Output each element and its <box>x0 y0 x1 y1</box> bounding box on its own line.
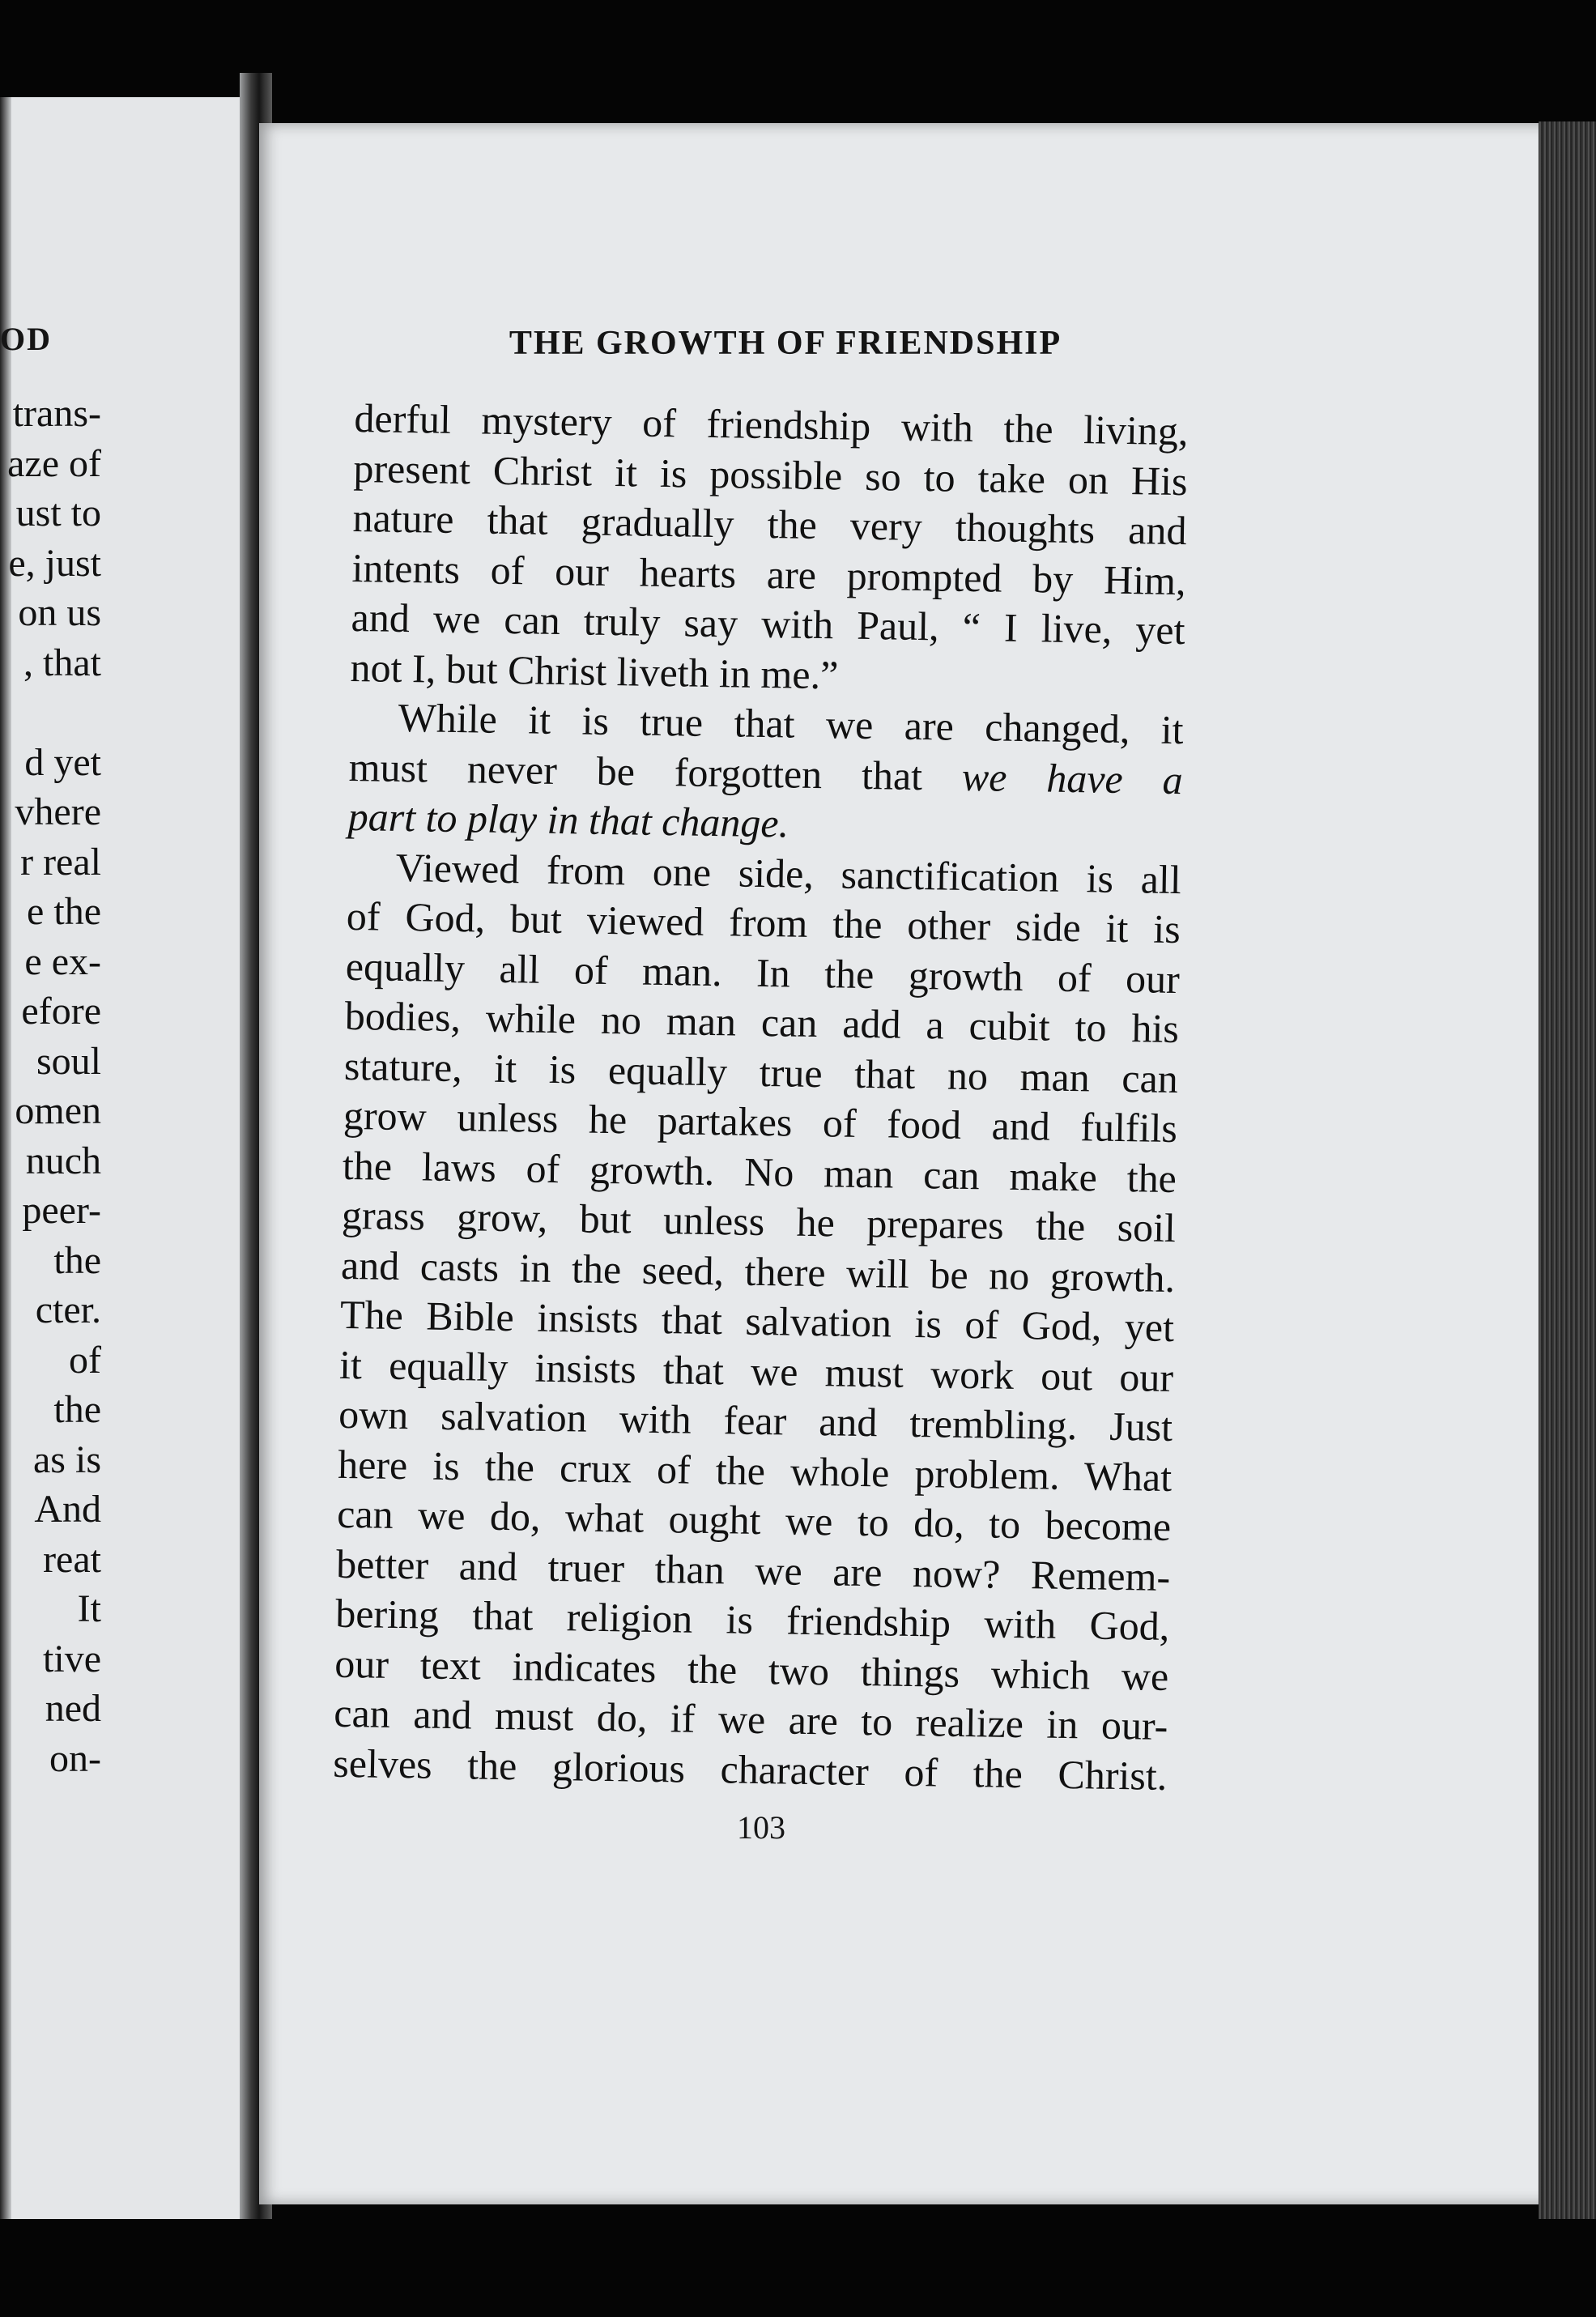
page-number: 103 <box>737 1809 785 1846</box>
left-text-fragment: e the <box>27 890 101 933</box>
scan-border-bottom <box>0 2219 1596 2317</box>
text-line: here is the crux of the whole problem. What <box>337 1441 1173 1500</box>
text-line: nature that gradually the very thoughts and <box>352 494 1187 554</box>
left-text-fragment: e, just <box>8 541 101 585</box>
text-line: own salvation with fear and trembling. Just <box>338 1391 1173 1450</box>
left-text-fragment <box>0 688 101 738</box>
page-edges <box>1539 121 1596 2308</box>
left-text-fragment: And <box>34 1488 101 1531</box>
text-line: our text indicates the two things which we <box>334 1640 1169 1699</box>
text-line-roman-part: must never be forgotten that <box>348 743 963 799</box>
left-text-fragment: on- <box>49 1736 101 1780</box>
running-head: THE GROWTH OF FRIENDSHIP <box>509 325 1062 362</box>
text-line: stature, it is equally true that no man can <box>343 1042 1179 1101</box>
text-line: While it is true that we are changed, it <box>398 694 1185 753</box>
text-line: The Bible insists that salvation is of God, yet <box>339 1291 1175 1351</box>
left-text-fragment: aze of <box>7 441 101 485</box>
left-text-fragment: d yet <box>24 740 101 784</box>
text-line: Viewed from one side, sanctification is all <box>395 844 1182 902</box>
left-text-fragment: , that <box>23 641 101 684</box>
text-line: the laws of growth. No man can make the <box>342 1142 1177 1201</box>
text-line: selves the glorious character of the Christ. <box>333 1740 1168 1799</box>
left-text-fragment: cter. <box>35 1288 101 1331</box>
left-text-fragment: of <box>69 1338 101 1382</box>
left-text-fragment: omen <box>15 1089 101 1132</box>
text-line: it equally insists that we must work out our <box>338 1341 1174 1400</box>
left-text-fragment: the <box>53 1388 101 1431</box>
text-line: grass grow, but unless he prepares the soil <box>341 1191 1177 1251</box>
left-text-fragment: ust to <box>15 492 101 535</box>
text-line: bodies, while no man can add a cubit to his <box>344 992 1180 1052</box>
text-line: bering that religion is friendship with God, <box>334 1590 1170 1649</box>
text-line: intents of our hearts are prompted by Him, <box>351 544 1186 603</box>
text-line: better and truer than we are now? Remem- <box>335 1540 1171 1599</box>
left-text-fragment: e ex- <box>24 939 101 983</box>
left-text-fragment: trans- <box>12 392 101 435</box>
left-text-fragment: reat <box>43 1537 101 1581</box>
left-text-fragment: as is <box>33 1437 101 1481</box>
body-text <box>333 394 1189 1801</box>
left-text-fragment: soul <box>36 1039 101 1083</box>
text-line-italic-part: we have a <box>961 753 1184 803</box>
left-text-fragment: nuch <box>25 1139 101 1182</box>
text-line: can we do, what ought we to do, to become <box>336 1490 1172 1550</box>
left-text-fragment: on us <box>18 591 101 634</box>
left-text-fragment: ned <box>45 1687 101 1730</box>
left-text-fragment: tive <box>43 1637 101 1680</box>
text-line: derful mystery of friendship with the living, <box>354 394 1189 454</box>
left-text-fragment: efore <box>21 990 101 1033</box>
text-line: can and must do, if we are to realize in our- <box>333 1689 1168 1748</box>
left-page-text-fragments <box>0 389 101 1783</box>
text-line: and casts in the seed, there will be no growth. <box>340 1242 1176 1301</box>
text-line: equally all of man. In the growth of our <box>345 943 1181 1002</box>
text-line: and we can truly say with Paul, “ I live, yet <box>351 594 1185 654</box>
text-line: not I, but Christ liveth in me.” <box>350 644 839 697</box>
text-line: of God, but viewed from the other side it is <box>346 892 1181 952</box>
text-line: grow unless he partakes of food and fulfils <box>343 1092 1178 1152</box>
left-text-fragment: vhere <box>15 790 101 833</box>
text-line-italic: part to play in that change. <box>347 793 789 846</box>
left-text-fragment: It <box>77 1587 101 1630</box>
left-running-head-fragment: OD <box>0 321 52 357</box>
left-text-fragment: r real <box>20 840 101 884</box>
left-text-fragment: peer- <box>22 1189 101 1232</box>
text-line: present Christ it is possible so to take on His <box>353 445 1188 504</box>
left-text-fragment: the <box>53 1238 101 1282</box>
